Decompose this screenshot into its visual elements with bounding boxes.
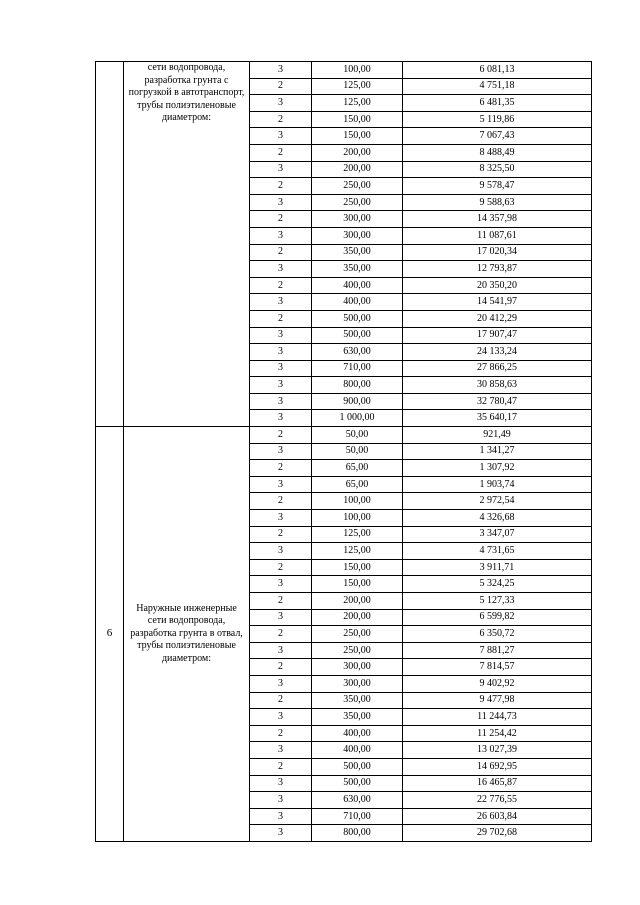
diameter-cell: 500,00 bbox=[312, 775, 403, 792]
price-cell: 5 324,25 bbox=[403, 576, 592, 593]
depth-cell: 3 bbox=[250, 95, 312, 112]
price-cell: 921,49 bbox=[403, 427, 592, 444]
depth-cell: 2 bbox=[250, 659, 312, 676]
depth-cell: 3 bbox=[250, 775, 312, 792]
price-cell: 9 588,63 bbox=[403, 194, 592, 211]
price-cell: 27 866,25 bbox=[403, 360, 592, 377]
depth-cell: 3 bbox=[250, 709, 312, 726]
depth-cell: 2 bbox=[250, 144, 312, 161]
diameter-cell: 150,00 bbox=[312, 128, 403, 145]
price-cell: 11 254,42 bbox=[403, 725, 592, 742]
diameter-cell: 900,00 bbox=[312, 393, 403, 410]
price-cell: 14 692,95 bbox=[403, 758, 592, 775]
diameter-cell: 500,00 bbox=[312, 758, 403, 775]
depth-cell: 2 bbox=[250, 244, 312, 261]
price-cell: 17 907,47 bbox=[403, 327, 592, 344]
price-cell: 35 640,17 bbox=[403, 410, 592, 427]
item-description-cell: сети водопровода, разработка грунта с погрузкой в автотранспорт, трубы полиэтиленовые диаметром: bbox=[124, 62, 250, 427]
depth-cell: 3 bbox=[250, 62, 312, 79]
price-cell: 16 465,87 bbox=[403, 775, 592, 792]
diameter-cell: 200,00 bbox=[312, 609, 403, 626]
price-cell: 5 119,86 bbox=[403, 111, 592, 128]
price-cell: 6 081,13 bbox=[403, 62, 592, 79]
diameter-cell: 65,00 bbox=[312, 476, 403, 493]
diameter-cell: 50,00 bbox=[312, 443, 403, 460]
diameter-cell: 300,00 bbox=[312, 659, 403, 676]
diameter-cell: 100,00 bbox=[312, 510, 403, 527]
depth-cell: 3 bbox=[250, 294, 312, 311]
diameter-cell: 125,00 bbox=[312, 543, 403, 560]
depth-cell: 3 bbox=[250, 742, 312, 759]
depth-cell: 3 bbox=[250, 443, 312, 460]
diameter-cell: 710,00 bbox=[312, 808, 403, 825]
diameter-cell: 500,00 bbox=[312, 327, 403, 344]
price-cell: 7 814,57 bbox=[403, 659, 592, 676]
depth-cell: 3 bbox=[250, 261, 312, 278]
price-cell: 14 357,98 bbox=[403, 211, 592, 228]
diameter-cell: 800,00 bbox=[312, 377, 403, 394]
depth-cell: 2 bbox=[250, 626, 312, 643]
price-cell: 11 087,61 bbox=[403, 227, 592, 244]
diameter-cell: 500,00 bbox=[312, 310, 403, 327]
price-cell: 20 412,29 bbox=[403, 310, 592, 327]
price-cell: 6 599,82 bbox=[403, 609, 592, 626]
price-cell: 9 578,47 bbox=[403, 178, 592, 195]
diameter-cell: 400,00 bbox=[312, 294, 403, 311]
depth-cell: 3 bbox=[250, 161, 312, 178]
price-cell: 32 780,47 bbox=[403, 393, 592, 410]
diameter-cell: 50,00 bbox=[312, 427, 403, 444]
diameter-cell: 65,00 bbox=[312, 460, 403, 477]
depth-cell: 2 bbox=[250, 559, 312, 576]
diameter-cell: 710,00 bbox=[312, 360, 403, 377]
depth-cell: 2 bbox=[250, 427, 312, 444]
diameter-cell: 150,00 bbox=[312, 111, 403, 128]
price-cell: 5 127,33 bbox=[403, 593, 592, 610]
depth-cell: 2 bbox=[250, 211, 312, 228]
item-number-cell: 6 bbox=[96, 427, 124, 842]
diameter-cell: 200,00 bbox=[312, 161, 403, 178]
price-cell: 9 477,98 bbox=[403, 692, 592, 709]
price-cell: 24 133,24 bbox=[403, 344, 592, 361]
diameter-cell: 200,00 bbox=[312, 593, 403, 610]
price-cell: 14 541,97 bbox=[403, 294, 592, 311]
price-cell: 4 731,65 bbox=[403, 543, 592, 560]
diameter-cell: 100,00 bbox=[312, 62, 403, 79]
depth-cell: 2 bbox=[250, 277, 312, 294]
diameter-cell: 125,00 bbox=[312, 526, 403, 543]
table-row bbox=[96, 62, 592, 79]
item-description-cell: Наружные инженерные сети водопровода, разработка грунта в отвал, трубы полиэтиленовые диаметром: bbox=[124, 427, 250, 842]
depth-cell: 3 bbox=[250, 825, 312, 842]
depth-cell: 2 bbox=[250, 178, 312, 195]
depth-cell: 3 bbox=[250, 576, 312, 593]
diameter-cell: 250,00 bbox=[312, 194, 403, 211]
price-cell: 8 325,50 bbox=[403, 161, 592, 178]
table-row bbox=[96, 427, 592, 444]
depth-cell: 3 bbox=[250, 344, 312, 361]
diameter-cell: 100,00 bbox=[312, 493, 403, 510]
diameter-cell: 200,00 bbox=[312, 144, 403, 161]
depth-cell: 3 bbox=[250, 510, 312, 527]
depth-cell: 3 bbox=[250, 360, 312, 377]
diameter-cell: 630,00 bbox=[312, 792, 403, 809]
price-table bbox=[95, 61, 592, 842]
price-cell: 26 603,84 bbox=[403, 808, 592, 825]
price-cell: 3 911,71 bbox=[403, 559, 592, 576]
diameter-cell: 250,00 bbox=[312, 626, 403, 643]
price-cell: 6 350,72 bbox=[403, 626, 592, 643]
price-cell: 30 858,63 bbox=[403, 377, 592, 394]
diameter-cell: 300,00 bbox=[312, 675, 403, 692]
price-cell: 13 027,39 bbox=[403, 742, 592, 759]
depth-cell: 2 bbox=[250, 593, 312, 610]
diameter-cell: 350,00 bbox=[312, 261, 403, 278]
diameter-cell: 400,00 bbox=[312, 277, 403, 294]
price-cell: 1 307,92 bbox=[403, 460, 592, 477]
depth-cell: 2 bbox=[250, 758, 312, 775]
depth-cell: 3 bbox=[250, 675, 312, 692]
diameter-cell: 630,00 bbox=[312, 344, 403, 361]
diameter-cell: 800,00 bbox=[312, 825, 403, 842]
depth-cell: 3 bbox=[250, 543, 312, 560]
depth-cell: 3 bbox=[250, 327, 312, 344]
price-cell: 1 903,74 bbox=[403, 476, 592, 493]
price-cell: 1 341,27 bbox=[403, 443, 592, 460]
depth-cell: 3 bbox=[250, 410, 312, 427]
price-cell: 4 751,18 bbox=[403, 78, 592, 95]
diameter-cell: 250,00 bbox=[312, 178, 403, 195]
diameter-cell: 350,00 bbox=[312, 692, 403, 709]
depth-cell: 2 bbox=[250, 526, 312, 543]
price-cell: 11 244,73 bbox=[403, 709, 592, 726]
price-cell: 7 067,43 bbox=[403, 128, 592, 145]
diameter-cell: 1 000,00 bbox=[312, 410, 403, 427]
depth-cell: 2 bbox=[250, 78, 312, 95]
diameter-cell: 400,00 bbox=[312, 742, 403, 759]
price-cell: 7 881,27 bbox=[403, 642, 592, 659]
price-cell: 2 972,54 bbox=[403, 493, 592, 510]
price-cell: 8 488,49 bbox=[403, 144, 592, 161]
diameter-cell: 150,00 bbox=[312, 559, 403, 576]
depth-cell: 2 bbox=[250, 692, 312, 709]
depth-cell: 3 bbox=[250, 393, 312, 410]
depth-cell: 3 bbox=[250, 377, 312, 394]
depth-cell: 2 bbox=[250, 460, 312, 477]
depth-cell: 3 bbox=[250, 476, 312, 493]
depth-cell: 3 bbox=[250, 808, 312, 825]
depth-cell: 3 bbox=[250, 194, 312, 211]
depth-cell: 3 bbox=[250, 128, 312, 145]
depth-cell: 3 bbox=[250, 227, 312, 244]
price-cell: 6 481,35 bbox=[403, 95, 592, 112]
price-cell: 12 793,87 bbox=[403, 261, 592, 278]
diameter-cell: 150,00 bbox=[312, 576, 403, 593]
price-cell: 29 702,68 bbox=[403, 825, 592, 842]
price-cell: 3 347,07 bbox=[403, 526, 592, 543]
price-cell: 9 402,92 bbox=[403, 675, 592, 692]
diameter-cell: 400,00 bbox=[312, 725, 403, 742]
price-cell: 22 776,55 bbox=[403, 792, 592, 809]
price-cell: 20 350,20 bbox=[403, 277, 592, 294]
diameter-cell: 300,00 bbox=[312, 227, 403, 244]
diameter-cell: 350,00 bbox=[312, 244, 403, 261]
depth-cell: 3 bbox=[250, 609, 312, 626]
diameter-cell: 250,00 bbox=[312, 642, 403, 659]
item-number-cell bbox=[96, 62, 124, 427]
depth-cell: 3 bbox=[250, 642, 312, 659]
price-table-body bbox=[96, 62, 592, 842]
diameter-cell: 125,00 bbox=[312, 78, 403, 95]
depth-cell: 2 bbox=[250, 111, 312, 128]
diameter-cell: 300,00 bbox=[312, 211, 403, 228]
depth-cell: 3 bbox=[250, 792, 312, 809]
price-cell: 4 326,68 bbox=[403, 510, 592, 527]
depth-cell: 2 bbox=[250, 725, 312, 742]
diameter-cell: 125,00 bbox=[312, 95, 403, 112]
diameter-cell: 350,00 bbox=[312, 709, 403, 726]
depth-cell: 2 bbox=[250, 493, 312, 510]
depth-cell: 2 bbox=[250, 310, 312, 327]
price-cell: 17 020,34 bbox=[403, 244, 592, 261]
